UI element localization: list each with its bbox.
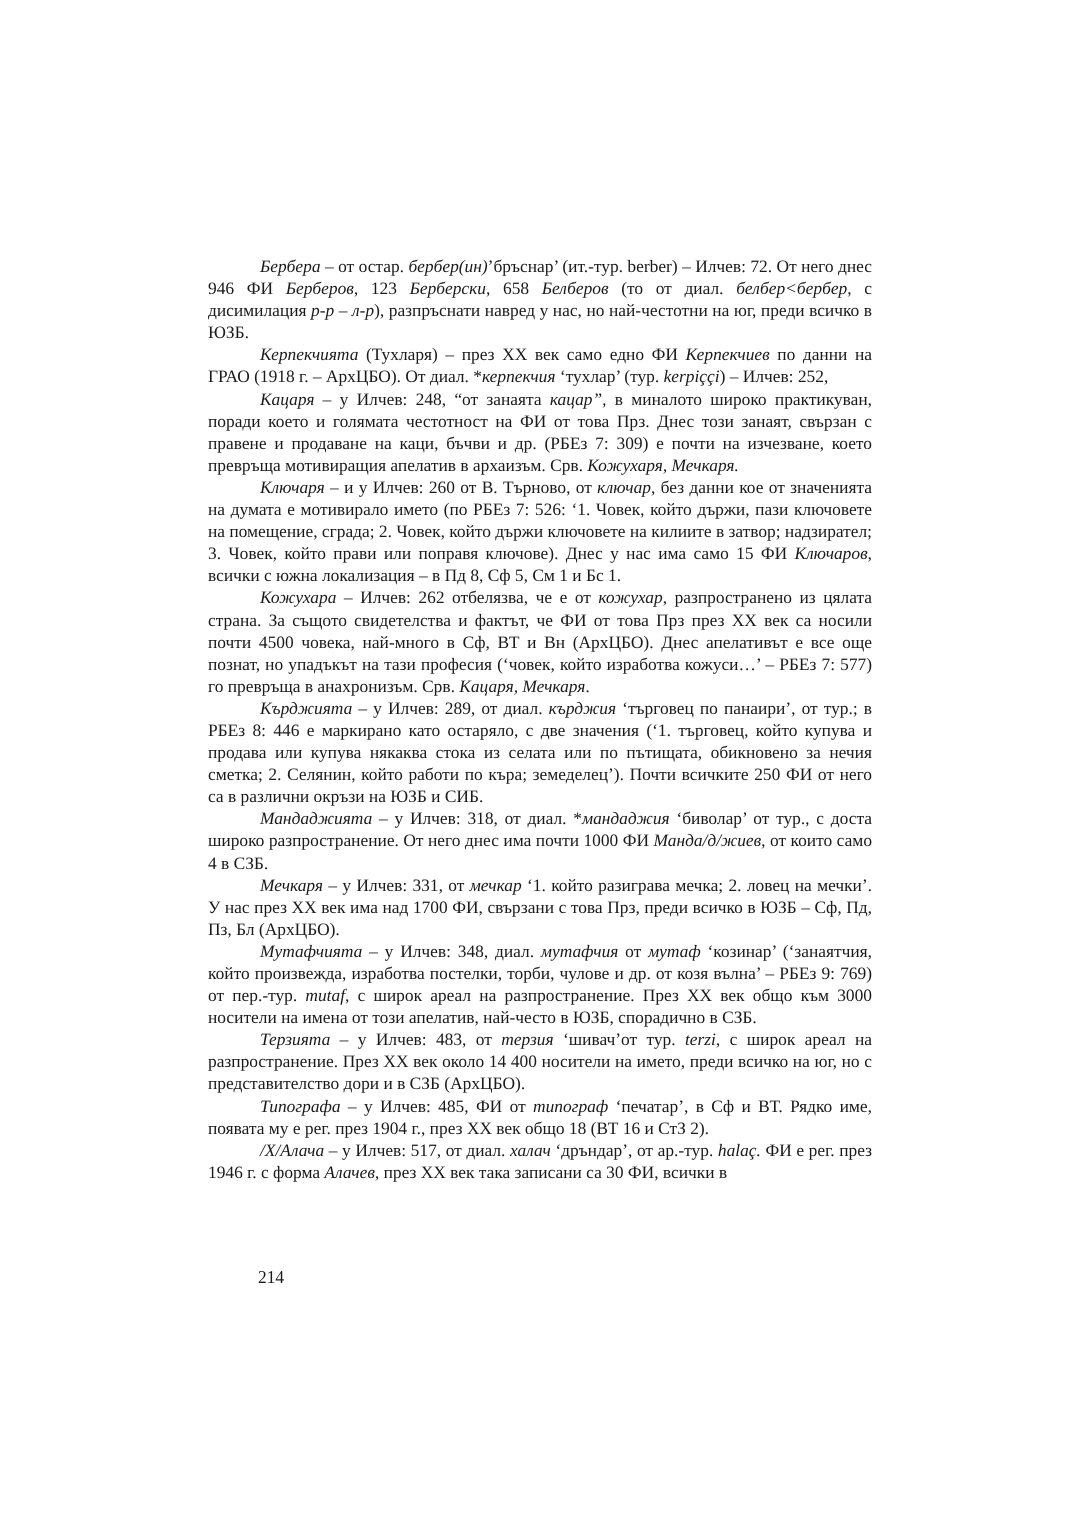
entry-text: ‘тухлар’ (тур. <box>555 366 664 387</box>
entry-text: ‘дръндар’, от ар.-тур. <box>550 1139 718 1160</box>
entry-text: ФИ е рег. през 1946 г. с форма <box>208 1139 872 1182</box>
entry-text: , 123 <box>353 278 410 299</box>
italic-term: Кацаря, Мечкаря <box>459 675 586 696</box>
entry-text: – у Илчев: 483, от <box>330 1029 502 1050</box>
entry-text: ‘печатар’, в Сф и ВТ. Рядко име, появата му е рег. през 1904 г., през ХХ век общо 18 (ВТ 16 и СтЗ 2). <box>208 1095 872 1138</box>
italic-term: Керпекчиев <box>685 344 770 365</box>
italic-term: Берберов <box>285 278 354 299</box>
page-number: 214 <box>258 1267 285 1287</box>
italic-term: Кърджията <box>260 697 353 718</box>
italic-term: кожухар <box>598 587 663 608</box>
italic-term: мутаф <box>648 940 701 961</box>
document-body <box>208 255 872 1183</box>
italic-term: Ключаров <box>794 543 868 564</box>
italic-term: Манда/д/жиев, <box>653 830 766 851</box>
italic-term: Мечкаря <box>260 874 323 895</box>
italic-term: mutaf <box>305 985 346 1006</box>
italic-term: терзия <box>501 1029 554 1050</box>
italic-term: terzi <box>684 1029 716 1050</box>
italic-term: халач <box>510 1139 551 1160</box>
italic-term: Бербера <box>260 256 321 276</box>
italic-term: Алачев, <box>324 1161 380 1182</box>
italic-term: ключар <box>597 476 651 497</box>
italic-term: типограф <box>533 1095 609 1116</box>
entry-text: – от остар. <box>320 256 409 276</box>
italic-term: Белберов <box>541 278 609 299</box>
entry-text: – у Илчев: 348, диал. <box>362 940 541 961</box>
entry-text: 658 <box>490 278 542 299</box>
entry-text: – и у Илчев: 260 от В. Търново, от <box>324 476 598 497</box>
entry-text: (Тухларя) – през ХХ век само едно ФИ <box>358 344 686 365</box>
dictionary-entry <box>208 255 872 343</box>
italic-term: кацар”, <box>549 388 607 409</box>
italic-term: бербер(ин) <box>408 256 488 276</box>
entry-text: ), разпръснати навред у нас, но най-честотни на юг, преди всичко в ЮЗБ. <box>208 300 872 343</box>
entry-text: ‘1. който разиграва мечка; 2. ловец на мечки’. У нас през ХХ век има над 1700 ФИ, свързани с това Прз, преди всичко в ЮЗБ – Сф, Пд, Пз, Бл (АрхЦБО). <box>208 874 872 939</box>
entry-text: ’бръснар’ (ит.-тур. berber) – Илчев: 72. От него днес 946 ФИ <box>208 256 872 299</box>
italic-term: /Х/Алача <box>260 1139 325 1160</box>
entry-text: ‘биволар’ от тур., с доста широко разпространение. От него днес има почти 1000 ФИ <box>208 808 872 851</box>
dictionary-entry <box>208 874 872 940</box>
entry-text: – у Илчев: 485, ФИ от <box>340 1095 534 1116</box>
dictionary-entry <box>208 586 872 696</box>
italic-term: Ключаря <box>260 476 325 497</box>
italic-term: керпекчия <box>481 366 556 387</box>
dictionary-entry <box>208 476 872 586</box>
entry-text: – Илчев: 262 отбелязва, че е от <box>336 587 599 608</box>
dictionary-entry <box>208 1028 872 1094</box>
dictionary-entry <box>208 388 872 476</box>
italic-term: Кожухара <box>260 587 337 608</box>
entry-text: ‘шивач’от тур. <box>553 1029 685 1050</box>
dictionary-entry <box>208 343 872 387</box>
entry-text: от които само 4 в СЗБ. <box>208 830 873 873</box>
entry-text: , без данни кое от значенията на думата е мотивирало името (по РБЕз 7: 526: ‘1. Човек, който държи, пази ключовете на помещение, сграда; 2. Човек, който държи ключовете на килиите в затвор; надзирател; 3. Човек, който прави или поправя ключове). Днес у нас има само 15 ФИ <box>208 476 872 564</box>
dictionary-entry <box>208 940 872 1028</box>
italic-term: Мандаджията <box>260 808 373 829</box>
entry-text: , разпространено из цялата страна. За същото свидетелства и фактът, че ФИ от това Прз през ХХ век са носили почти 4500 човека, най-много в Сф, ВТ и Вн (АрхЦБО). Днес апелативът е все още познат, но упадъкът на тази професия (‘човек, който изработва кожуси…’ – РБЕз 7: 577) го превръща в анахронизъм. Срв. <box>208 587 872 696</box>
entry-text: през ХХ век така записани са 30 ФИ, всички в <box>379 1161 728 1182</box>
italic-term: мутафчия <box>540 940 619 961</box>
entry-text: – у Илчев: 289, от диал. <box>352 697 549 718</box>
entry-text: , с широк ареал на разпространение. През ХХ век около 14 400 носители на името, преди всичко на юг, но с представителство дори и в СЗБ (АрхЦБО). <box>208 1029 872 1094</box>
italic-term: Кожухаря, Мечкаря. <box>587 454 739 475</box>
italic-term: Берберски, <box>409 278 491 299</box>
entry-text: (то от диал. <box>608 278 737 299</box>
entry-text: – у Илчев: 517, от диал. <box>324 1139 510 1160</box>
italic-term: кърджия <box>548 697 617 718</box>
dictionary-entry <box>208 1095 872 1139</box>
italic-term: белбер<бербер <box>736 278 848 299</box>
italic-term: kerpiççi <box>663 366 720 387</box>
entry-text: по данни на ГРАО (1918 г. – АрхЦБО). От диал. * <box>208 344 872 387</box>
entry-text: ‘козинар’ (‘занаятчия, който произвежда, изработва постелки, торби, чулове и др. от козя вълна’ – РБЕз 9: 769) от пер.-тур. <box>208 940 872 1006</box>
entry-text: в миналото широко практикуван, поради което и голямата честотност на ФИ от това Прз. Днес този занаят, свързан с правене и продаване на каци, бъчви и др. (РБЕз 7: 309) е почти на изчезване, което превръща мотивиращия апелатив в архаизъм. Срв. <box>208 388 872 475</box>
entry-text: , с широк ареал на разпространение. През ХХ век общо към 3000 носители на имена от този апелатив, най-често в ЮЗБ, спорадично в СЗБ. <box>208 985 872 1028</box>
dictionary-entry <box>208 807 872 873</box>
entry-text: ‘търговец по панаири’, от тур.; в РБЕз 8: 446 е маркирано като остаряло, с две значения (‘1. търговец, който купува и продава или купува някаква стока из селата или по пътищата, обикновено за нечия сметка; 2. Селянин, който работи по кърa; земеделец’). Почти всичките 250 ФИ от него са в различни окръзи на ЮЗБ и СИБ. <box>208 697 872 807</box>
entry-text: , всички с южна локализация – в Пд 8, Сф 5, См 1 и Бс 1. <box>208 543 872 586</box>
entry-text: , с дисимилация <box>208 278 872 321</box>
italic-term: halaç. <box>717 1139 761 1160</box>
italic-term: мечкар <box>469 874 522 895</box>
dictionary-entry <box>208 697 872 807</box>
italic-term: Мутафчията <box>260 940 363 961</box>
italic-term: Керпекчията <box>260 344 359 365</box>
entry-text: от <box>618 940 649 961</box>
entry-text: – у Илчев: 331, от <box>322 874 470 895</box>
entry-text: ) – Илчев: 252, <box>719 366 829 387</box>
italic-term: Типографа <box>260 1095 341 1116</box>
italic-term: Терзията <box>260 1029 331 1050</box>
italic-term: Кацаря <box>260 388 315 409</box>
entry-text: . <box>585 675 590 696</box>
entry-text: – у Илчев: 248, “от занаята <box>314 388 550 409</box>
entry-text: – у Илчев: 318, от диал. * <box>372 808 582 829</box>
italic-term: р-р – л-р <box>311 300 375 321</box>
italic-term: мандаджия <box>581 808 670 829</box>
dictionary-entry <box>208 1139 872 1183</box>
